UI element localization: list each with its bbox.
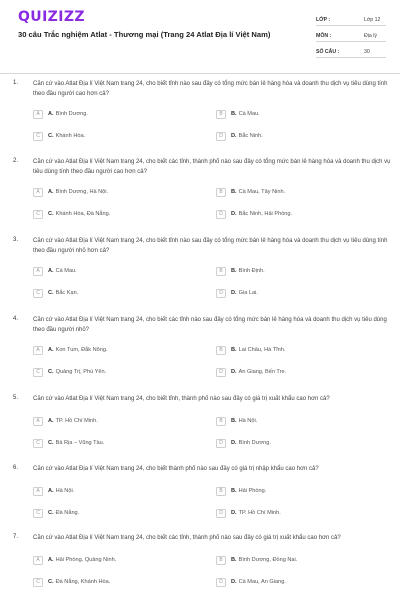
worksheet-meta	[316, 12, 386, 60]
option-letter: A.	[48, 418, 54, 424]
meta-subject-row	[316, 28, 386, 42]
question-text: Căn cứ vào Atlat Địa lí Việt Nam trang 24, cho biết tỉnh nào sau đây có tổng mức bán lẻ hàng hóa và doanh thu dịch vụ tiêu dùng tính theo đầu người cao hơn cả?	[33, 81, 388, 97]
answer-option-a[interactable]	[33, 415, 98, 427]
answer-option-c[interactable]	[33, 507, 79, 519]
option-letter-box: C	[33, 289, 43, 298]
option-letter-box: A	[33, 417, 43, 426]
meta-subject-label: MÔN :	[316, 33, 332, 39]
option-letter: C.	[48, 133, 54, 139]
option-text: Lai Châu, Hà Tĩnh.	[238, 347, 286, 353]
option-letter: B.	[231, 189, 237, 195]
meta-class-label: LỚP :	[316, 17, 331, 23]
option-letter-box: D	[216, 509, 226, 518]
option-letter: D.	[231, 510, 237, 516]
option-letter-box: D	[216, 210, 226, 219]
option-letter-box: D	[216, 578, 226, 587]
option-text: Khánh Hòa, Đà Nẵng.	[55, 211, 111, 217]
option-text: Gia Lai.	[238, 290, 258, 296]
option-text: Hà Nội.	[55, 488, 75, 494]
option-text: Bắc Ninh.	[238, 133, 263, 139]
option-text: Hải Phòng, Quảng Ninh.	[55, 557, 117, 563]
answer-option-a[interactable]	[33, 186, 108, 198]
option-letter: D.	[231, 211, 237, 217]
option-text: Bình Dương, Hà Nội.	[55, 189, 109, 195]
meta-count-value: 30	[364, 49, 370, 55]
answer-option-c[interactable]	[33, 287, 78, 299]
answer-option-b[interactable]	[216, 485, 266, 497]
meta-class-value: Lớp 12	[364, 17, 381, 23]
option-letter-box: D	[216, 368, 226, 377]
answer-option-b[interactable]	[216, 344, 285, 356]
question-number: 3.	[13, 237, 19, 243]
answer-option-c[interactable]	[33, 208, 110, 220]
option-letter: D.	[231, 579, 237, 585]
option-text: Bắc Kạn.	[55, 290, 79, 296]
meta-subject-value: Địa lý	[364, 33, 377, 39]
option-text: TP. Hồ Chí Minh.	[55, 418, 98, 424]
option-letter: B.	[231, 347, 237, 353]
option-text: Cà Mau.	[238, 111, 260, 117]
option-letter-box: C	[33, 210, 43, 219]
option-text: Bình Định.	[238, 268, 265, 274]
question-text: Căn cứ vào Atlat Địa lí Việt Nam trang 24, cho biết các tỉnh, thành phố nào sau đây có giá trị xuất khẩu cao hơn cả?	[33, 535, 341, 541]
answer-option-c[interactable]	[33, 130, 85, 142]
answer-option-d[interactable]	[216, 366, 286, 378]
option-letter: B.	[231, 488, 237, 494]
meta-count-row	[316, 44, 386, 58]
answer-option-b[interactable]	[216, 415, 257, 427]
option-text: Kon Tum, Đắk Nông.	[55, 347, 108, 353]
option-letter: B.	[231, 557, 237, 563]
question-number: 1.	[13, 80, 19, 86]
answer-option-a[interactable]	[33, 108, 88, 120]
question-text: Căn cứ vào Atlat Địa lí Việt Nam trang 24, cho biết các tỉnh nào sau đây có tổng mức bán lẻ hàng hóa và doanh thu dịch vụ tiêu dùng theo đầu người nhỏ?	[33, 317, 387, 333]
option-letter-box: B	[216, 188, 226, 197]
question-text: Căn cứ vào Atlat Địa lí Việt Nam trang 24, cho biết các tỉnh, thành phố nào sau đây có tổng mức bán lẻ hàng hóa và doanh thu dịch vụ tiêu dùng tính theo đầu người cao hơn cả?	[33, 159, 391, 175]
option-text: Hà Nội.	[238, 418, 258, 424]
question-text: Căn cứ vào Atlat Địa lí Việt Nam trang 24, cho biết tỉnh nào sau đây có tổng mức bán lẻ hàng hóa và doanh thu dịch vụ tiêu dùng tính theo đầu người nhỏ hơn cả?	[33, 238, 388, 254]
answer-option-c[interactable]	[33, 576, 110, 588]
answer-option-d[interactable]	[216, 287, 258, 299]
option-text: TP. Hồ Chí Minh.	[238, 510, 281, 516]
answer-option-d[interactable]	[216, 208, 292, 220]
question-number: 5.	[13, 395, 19, 401]
option-text: An Giang, Bến Tre.	[238, 369, 287, 375]
answer-option-d[interactable]	[216, 437, 271, 449]
question-text: Căn cứ vào Atlat Địa lí Việt Nam trang 24, cho biết tỉnh, thành phố nào sau đây có giá trị xuất khẩu cao hơn cả?	[33, 396, 330, 402]
answer-option-a[interactable]	[33, 485, 74, 497]
answer-option-b[interactable]	[216, 554, 297, 566]
option-letter-box: A	[33, 110, 43, 119]
option-letter: B.	[231, 418, 237, 424]
option-text: Bắc Ninh, Hải Phòng.	[238, 211, 293, 217]
option-letter-box: B	[216, 346, 226, 355]
option-letter: D.	[231, 369, 237, 375]
option-letter-box: D	[216, 132, 226, 141]
question-number: 6.	[13, 465, 19, 471]
option-text: Khánh Hòa.	[55, 133, 86, 139]
option-text: Đà Nẵng.	[55, 510, 80, 516]
option-letter-box: A	[33, 188, 43, 197]
option-letter-box: C	[33, 578, 43, 587]
option-text: Bình Dương, Đồng Nai.	[238, 557, 298, 563]
option-letter: A.	[48, 488, 54, 494]
option-letter: D.	[231, 440, 237, 446]
option-letter: B.	[231, 111, 237, 117]
option-letter: C.	[48, 211, 54, 217]
option-letter-box: C	[33, 439, 43, 448]
option-letter: C.	[48, 440, 54, 446]
option-letter: C.	[48, 579, 54, 585]
option-letter: A.	[48, 268, 54, 274]
answer-option-a[interactable]	[33, 344, 108, 356]
question-number: 2.	[13, 158, 19, 164]
quizizz-logo	[18, 9, 85, 25]
question-number: 7.	[13, 534, 19, 540]
option-letter-box: D	[216, 289, 226, 298]
option-letter-box: B	[216, 487, 226, 496]
option-letter-box: C	[33, 132, 43, 141]
option-text: Bà Rịa – Vũng Tàu.	[55, 440, 105, 446]
meta-count-label: SỐ CÂU :	[316, 49, 340, 55]
answer-option-b[interactable]	[216, 108, 260, 120]
answer-option-b[interactable]	[216, 186, 285, 198]
option-text: Cà Mau, Tây Ninh.	[238, 189, 286, 195]
answer-option-d[interactable]	[216, 130, 263, 142]
option-letter: A.	[48, 347, 54, 353]
option-text: Hải Phòng.	[238, 488, 267, 494]
meta-class-row	[316, 12, 386, 26]
option-letter: D.	[231, 290, 237, 296]
option-letter: B.	[231, 268, 237, 274]
option-letter-box: C	[33, 509, 43, 518]
option-text: Bình Dương.	[238, 440, 271, 446]
option-text: Cà Mau.	[55, 268, 77, 274]
option-letter-box: A	[33, 487, 43, 496]
option-letter-box: B	[216, 556, 226, 565]
answer-option-d[interactable]	[216, 507, 281, 519]
logo-wordmark: QUIZIZZ	[18, 9, 85, 25]
option-letter-box: A	[33, 556, 43, 565]
option-letter-box: D	[216, 439, 226, 448]
option-letter: A.	[48, 557, 54, 563]
question-text: Căn cứ vào Atlat Địa lí Việt Nam trang 24, cho biết thành phố nào sau đây có giá trị nhập khẩu cao hơn cả?	[33, 466, 319, 472]
option-letter-box: C	[33, 368, 43, 377]
option-letter-box: A	[33, 346, 43, 355]
option-letter-box: A	[33, 267, 43, 276]
option-text: Quảng Trị, Phú Yên.	[55, 369, 107, 375]
question-number: 4.	[13, 316, 19, 322]
answer-option-c[interactable]	[33, 437, 104, 449]
page-header	[0, 0, 400, 74]
option-letter: A.	[48, 111, 54, 117]
option-letter: C.	[48, 369, 54, 375]
answer-option-c[interactable]	[33, 366, 106, 378]
option-letter: A.	[48, 189, 54, 195]
option-text: Cà Mau, An Giang.	[238, 579, 286, 585]
option-text: Bình Dương.	[55, 111, 88, 117]
option-letter-box: B	[216, 417, 226, 426]
answer-option-b[interactable]	[216, 265, 265, 277]
option-letter-box: B	[216, 110, 226, 119]
option-text: Đà Nẵng, Khánh Hòa.	[55, 579, 111, 585]
worksheet-title: 30 câu Trắc nghiệm Atlat - Thương mại (Trang 24 Atlat Địa lí Việt Nam)	[18, 30, 271, 39]
answer-option-d[interactable]	[216, 576, 286, 588]
answer-option-a[interactable]	[33, 554, 116, 566]
answer-option-a[interactable]	[33, 265, 77, 277]
option-letter: C.	[48, 290, 54, 296]
option-letter: D.	[231, 133, 237, 139]
option-letter-box: B	[216, 267, 226, 276]
option-letter: C.	[48, 510, 54, 516]
